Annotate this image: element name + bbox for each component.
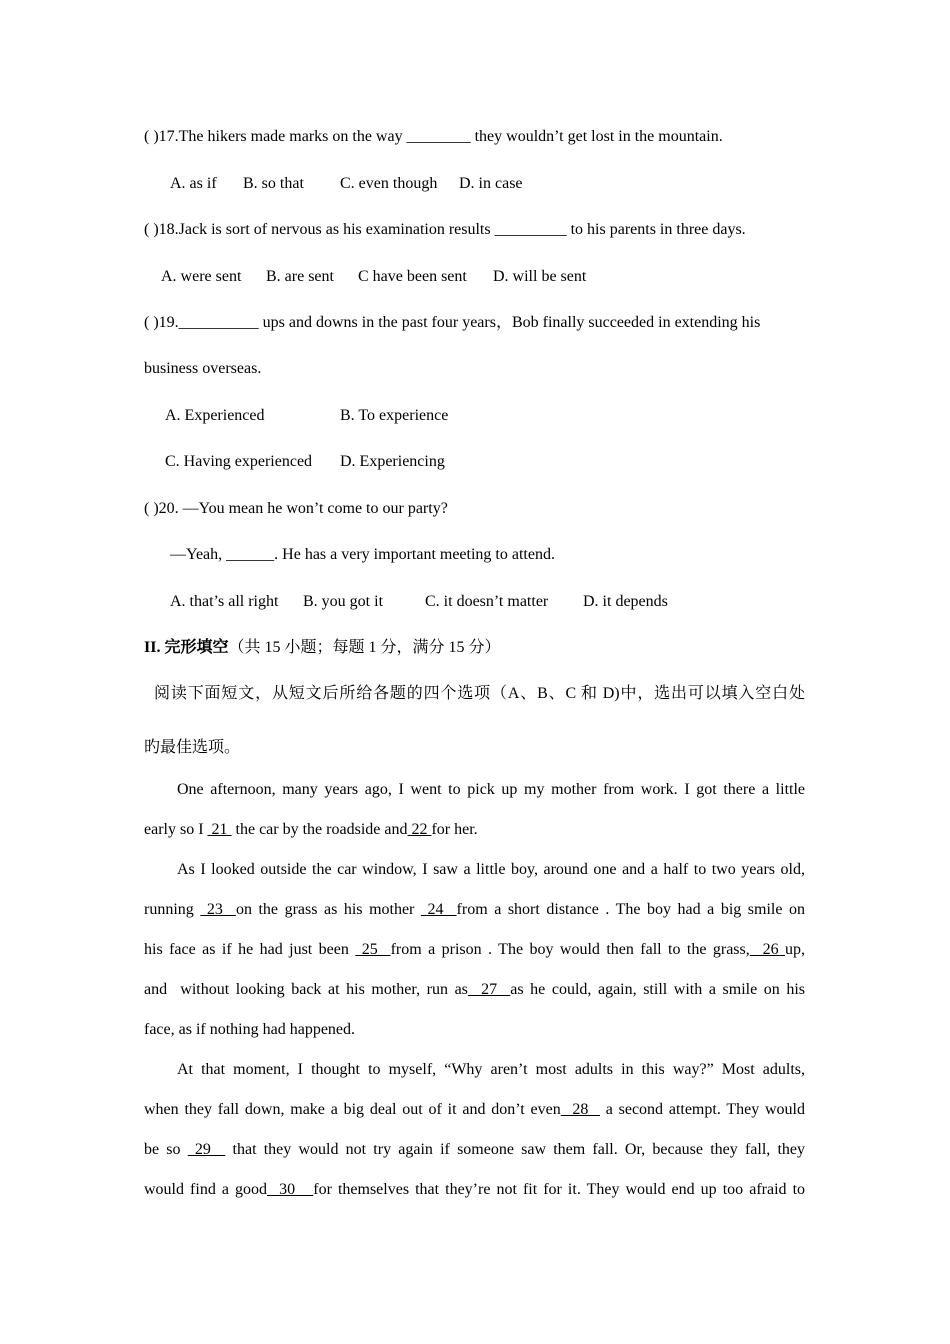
text-run: be so <box>144 1141 188 1158</box>
q19-option-c: C. Having experienced <box>165 453 313 470</box>
text-run: his face as if he had just been <box>144 941 356 958</box>
text-run: and without looking back at his mother, run as <box>144 981 468 998</box>
passage-p2-line-5: face, as if nothing had happened. <box>144 1021 356 1038</box>
text-run: would find a good <box>144 1181 268 1198</box>
question-18-stem: ( )18.Jack is sort of nervous as his examination results _________ to his parents in three days. <box>144 221 746 238</box>
text-run: as he could, again, still with a smile on his <box>510 981 806 998</box>
text-run: from a short distance . The boy had a big smile on <box>456 901 805 918</box>
text-run: early so I <box>144 821 208 838</box>
blank-27: 27 <box>467 981 511 998</box>
text-run: on the grass as his mother <box>235 901 421 918</box>
text-run: running <box>144 901 201 918</box>
q20-option-b: B. you got it <box>303 593 384 610</box>
passage-p3-line-1: At that moment, I thought to myself, “Why aren’t most adults in this way?” Most adults, <box>177 1061 805 1078</box>
passage-p3-line-2 <box>144 1100 805 1120</box>
q18-option-b: B. are sent <box>266 268 334 285</box>
passage-p1-line-1: One afternoon, many years ago, I went to pick up my mother from work. I got there a little <box>177 781 805 798</box>
text-run: for themselves that they’re not fit for it. They would end up too afraid to <box>313 1181 806 1198</box>
text-run: that they would not try again if someone saw them fall. Or, because they fall, they <box>225 1141 806 1158</box>
blank-24: 24 <box>420 901 457 918</box>
blank-28: 28 <box>560 1101 600 1118</box>
q19-option-b: B. To experience <box>340 407 449 424</box>
question-20-reply: —Yeah, ______. He has a very important meeting to attend. <box>170 546 555 563</box>
question-17-stem: ( )17.The hikers made marks on the way ________ they wouldn’t get lost in the mountain. <box>144 128 723 145</box>
passage-p2-line-2 <box>144 900 805 920</box>
section-instructions-line-1: 阅读下面短文，从短文后所给各题的四个选项（A、B、C 和 D)中，选出可以填入空白处 <box>154 685 805 702</box>
passage-p1-line-2 <box>144 820 478 840</box>
q18-option-c: C have been sent <box>358 268 467 285</box>
blank-21: 21 <box>207 821 232 838</box>
blank-23: 23 <box>200 901 236 918</box>
blank-29: 29 <box>187 1141 226 1158</box>
section-title: II. 完形填空 <box>144 639 229 656</box>
blank-22: 22 <box>407 821 432 838</box>
q18-option-d: D. will be sent <box>493 268 587 285</box>
passage-p2-line-1: As I looked outside the car window, I saw a little boy, around one and a half to two years old, <box>177 861 805 878</box>
q20-option-d: D. it depends <box>583 593 668 610</box>
text-run: when they fall down, make a big deal out of it and don’t even <box>144 1101 561 1118</box>
q17-option-a: A. as if <box>170 175 217 192</box>
q19-option-a: A. Experienced <box>165 407 265 424</box>
q17-option-d: D. in case <box>459 175 523 192</box>
question-19-stem-continued: business overseas. <box>144 360 262 377</box>
passage-p2-line-4 <box>144 980 805 1000</box>
question-20-stem: ( )20. —You mean he won’t come to our party? <box>144 500 448 517</box>
text-run: for her. <box>431 821 478 838</box>
q17-option-c: C. even though <box>340 175 438 192</box>
q19-option-d: D. Experiencing <box>340 453 445 470</box>
question-19-stem: ( )19.__________ ups and downs in the past four years，Bob finally succeeded in extending his <box>144 314 761 331</box>
passage-p3-line-4 <box>144 1180 805 1200</box>
blank-30: 30 <box>267 1181 314 1198</box>
section-heading <box>144 638 500 658</box>
q20-option-c: C. it doesn’t matter <box>425 593 549 610</box>
text-run: a second attempt. They would <box>599 1101 806 1118</box>
section-note: （共 15 小题；每题 1 分，满分 15 分） <box>228 639 501 656</box>
blank-25: 25 <box>355 941 391 958</box>
q20-option-a: A. that’s all right <box>170 593 279 610</box>
section-instructions-line-2: 旳最佳选项。 <box>144 739 241 756</box>
text-run: the car by the roadside and <box>231 821 408 838</box>
passage-p3-line-3 <box>144 1140 805 1160</box>
passage-p2-line-3 <box>144 940 805 960</box>
text-run: up, <box>785 941 806 958</box>
q18-option-a: A. were sent <box>161 268 242 285</box>
q17-option-b: B. so that <box>243 175 304 192</box>
blank-26: 26 <box>749 941 786 958</box>
text-run: from a prison . The boy would then fall to the grass, <box>390 941 750 958</box>
